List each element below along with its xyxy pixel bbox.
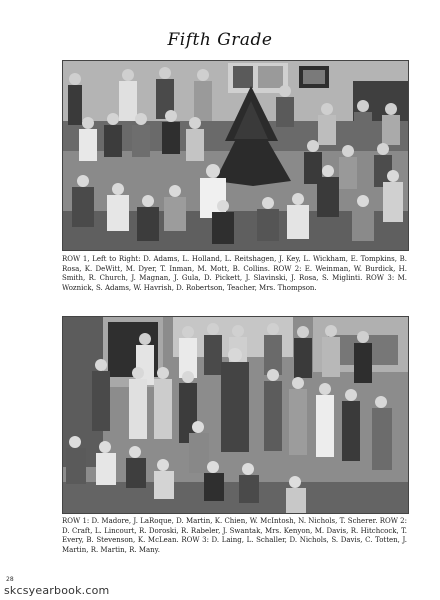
watermark: skcsyearbook.com	[4, 584, 110, 597]
page-number: 28	[6, 576, 14, 583]
caption-bottom-photo: ROW 1: D. Madore, J. LaRoque, D. Martin, K. Chien, W. McIntosh, N. Nichols, T. Scherer. ROW 2: D. Craft, L. Lincourt, R. Doroski, R. Rabeler, J. Swantak, Mrs. Kenyon, M. Davis, R. Hitchcock, T. Every, B. Stevenson, K. McLean. ROW 3: D. Laing, L. Schaller, D. Nichols, S. Davis, C. Totten, J. Martin, R. Martin, R. Many.	[62, 517, 407, 554]
class-photo-top	[62, 60, 409, 251]
class-photo-top-image	[63, 61, 408, 250]
class-photo-bottom	[62, 316, 409, 514]
page-title: Fifth Grade	[167, 30, 273, 50]
class-photo-bottom-image	[63, 317, 408, 513]
caption-top-photo: ROW 1, Left to Right: D. Adams, L. Holland, L. Reitshagen, J. Key, L. Wickham, E. Tompkins, B. Rosa, K. DeWitt, M. Dyer, T. Inman, M. Mott, B. Collins. ROW 2: E. Weinman, W. Burdick, H. Smith, R. Church, J. Magnan, J. Gula, D. Pickett, J. Slavinski, J. Rosa, S. Miglinti. ROW 3: M. Woznick, S. Adams, W. Havrish, D. Robertson, Teacher, Mrs. Thompson.	[62, 255, 407, 292]
